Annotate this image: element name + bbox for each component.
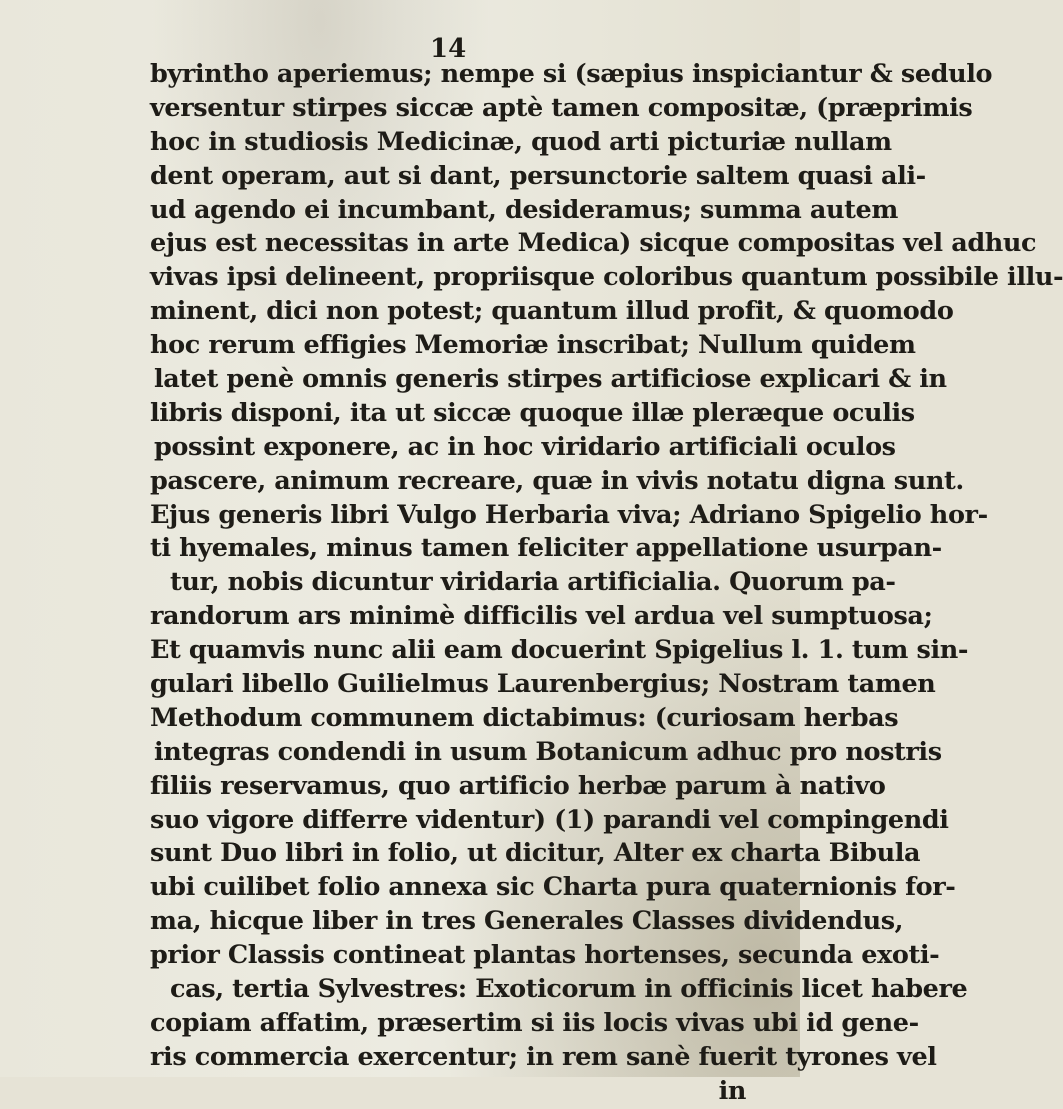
text-line: dent operam, aut si dant, persunctorie saltem quasi ali-: [150, 160, 926, 191]
text-line: byrintho aperiemus; nempe si (sæpius inspiciantur & sedulo: [150, 59, 993, 89]
text-line: hoc in studiosis Medicinæ, quod arti picturiæ nullam: [150, 126, 892, 157]
text-line: Methodum communem dictabimus: (curiosam herbas: [150, 702, 899, 733]
text-line: gulari libello Guilielmus Laurenbergius; Nostram tamen: [150, 669, 936, 700]
text-line: prior Classis contineat plantas hortenses, secunda exoti-: [150, 940, 940, 971]
text-line: versentur stirpes siccæ aptè tamen compositæ, (præprimis: [150, 92, 973, 123]
text-line: in: [718, 1075, 746, 1106]
text-line: minent, dici non potest; quantum illud profit, & quomodo: [150, 296, 954, 327]
text-line: suo vigore differre videntur) (1) parandi vel compingendi: [150, 804, 949, 835]
text-line: libris disponi, ita ut siccæ quoque illæ pleræque oculis: [150, 397, 915, 428]
page-number: 14: [430, 34, 467, 64]
text-line: ubi cuilibet folio annexa sic Charta pura quaternionis for-: [150, 872, 956, 903]
text-line: filiis reservamus, quo artificio herbæ parum à nativo: [150, 770, 886, 801]
text-line: pascere, animum recreare, quæ in vivis notatu digna sunt.: [150, 465, 964, 496]
text-line: tur, nobis dicuntur viridaria artificialia. Quorum pa-: [170, 567, 896, 598]
text-line: latet penè omnis generis stirpes artificiose explicari & in: [154, 364, 947, 395]
text-line: cas, tertia Sylvestres: Exoticorum in officinis licet habere: [170, 974, 968, 1005]
text-line: Ejus generis libri Vulgo Herbaria viva; Adriano Spigelio hor-: [150, 499, 988, 530]
text-line: copiam affatim, præsertim si iis locis vivas ubi id gene-: [150, 1007, 919, 1038]
text-line: ris commercia exercentur; in rem sanè fuerit tyrones vel: [150, 1041, 937, 1072]
text-line: possint exponere, ac in hoc viridario artificiali oculos: [154, 431, 896, 462]
text-line: hoc rerum effigies Memoriæ inscribat; Nullum quidem: [150, 330, 916, 361]
text-line: integras condendi in usum Botanicum adhuc pro nostris: [154, 736, 942, 767]
body-text: [150, 58, 1063, 1109]
text-line: ud agendo ei incumbant, desideramus; summa autem: [150, 194, 898, 225]
text-line: ti hyemales, minus tamen feliciter appellatione usurpan-: [150, 533, 942, 564]
text-line: vivas ipsi delineent, propriisque coloribus quantum possibile illu-: [150, 262, 1063, 293]
text-line: sunt Duo libri in folio, ut dicitur, Alter ex charta Bibula: [150, 838, 921, 869]
text-line: Et quamvis nunc alii eam docuerint Spigelius l. 1. tum sin-: [150, 635, 969, 666]
text-line: randorum ars minimè difficilis vel ardua vel sumptuosa;: [150, 601, 933, 632]
text-line: ejus est necessitas in arte Medica) sicque compositas vel adhuc: [150, 228, 1037, 259]
text-line: ma, hicque liber in tres Generales Classes dividendus,: [150, 906, 904, 937]
